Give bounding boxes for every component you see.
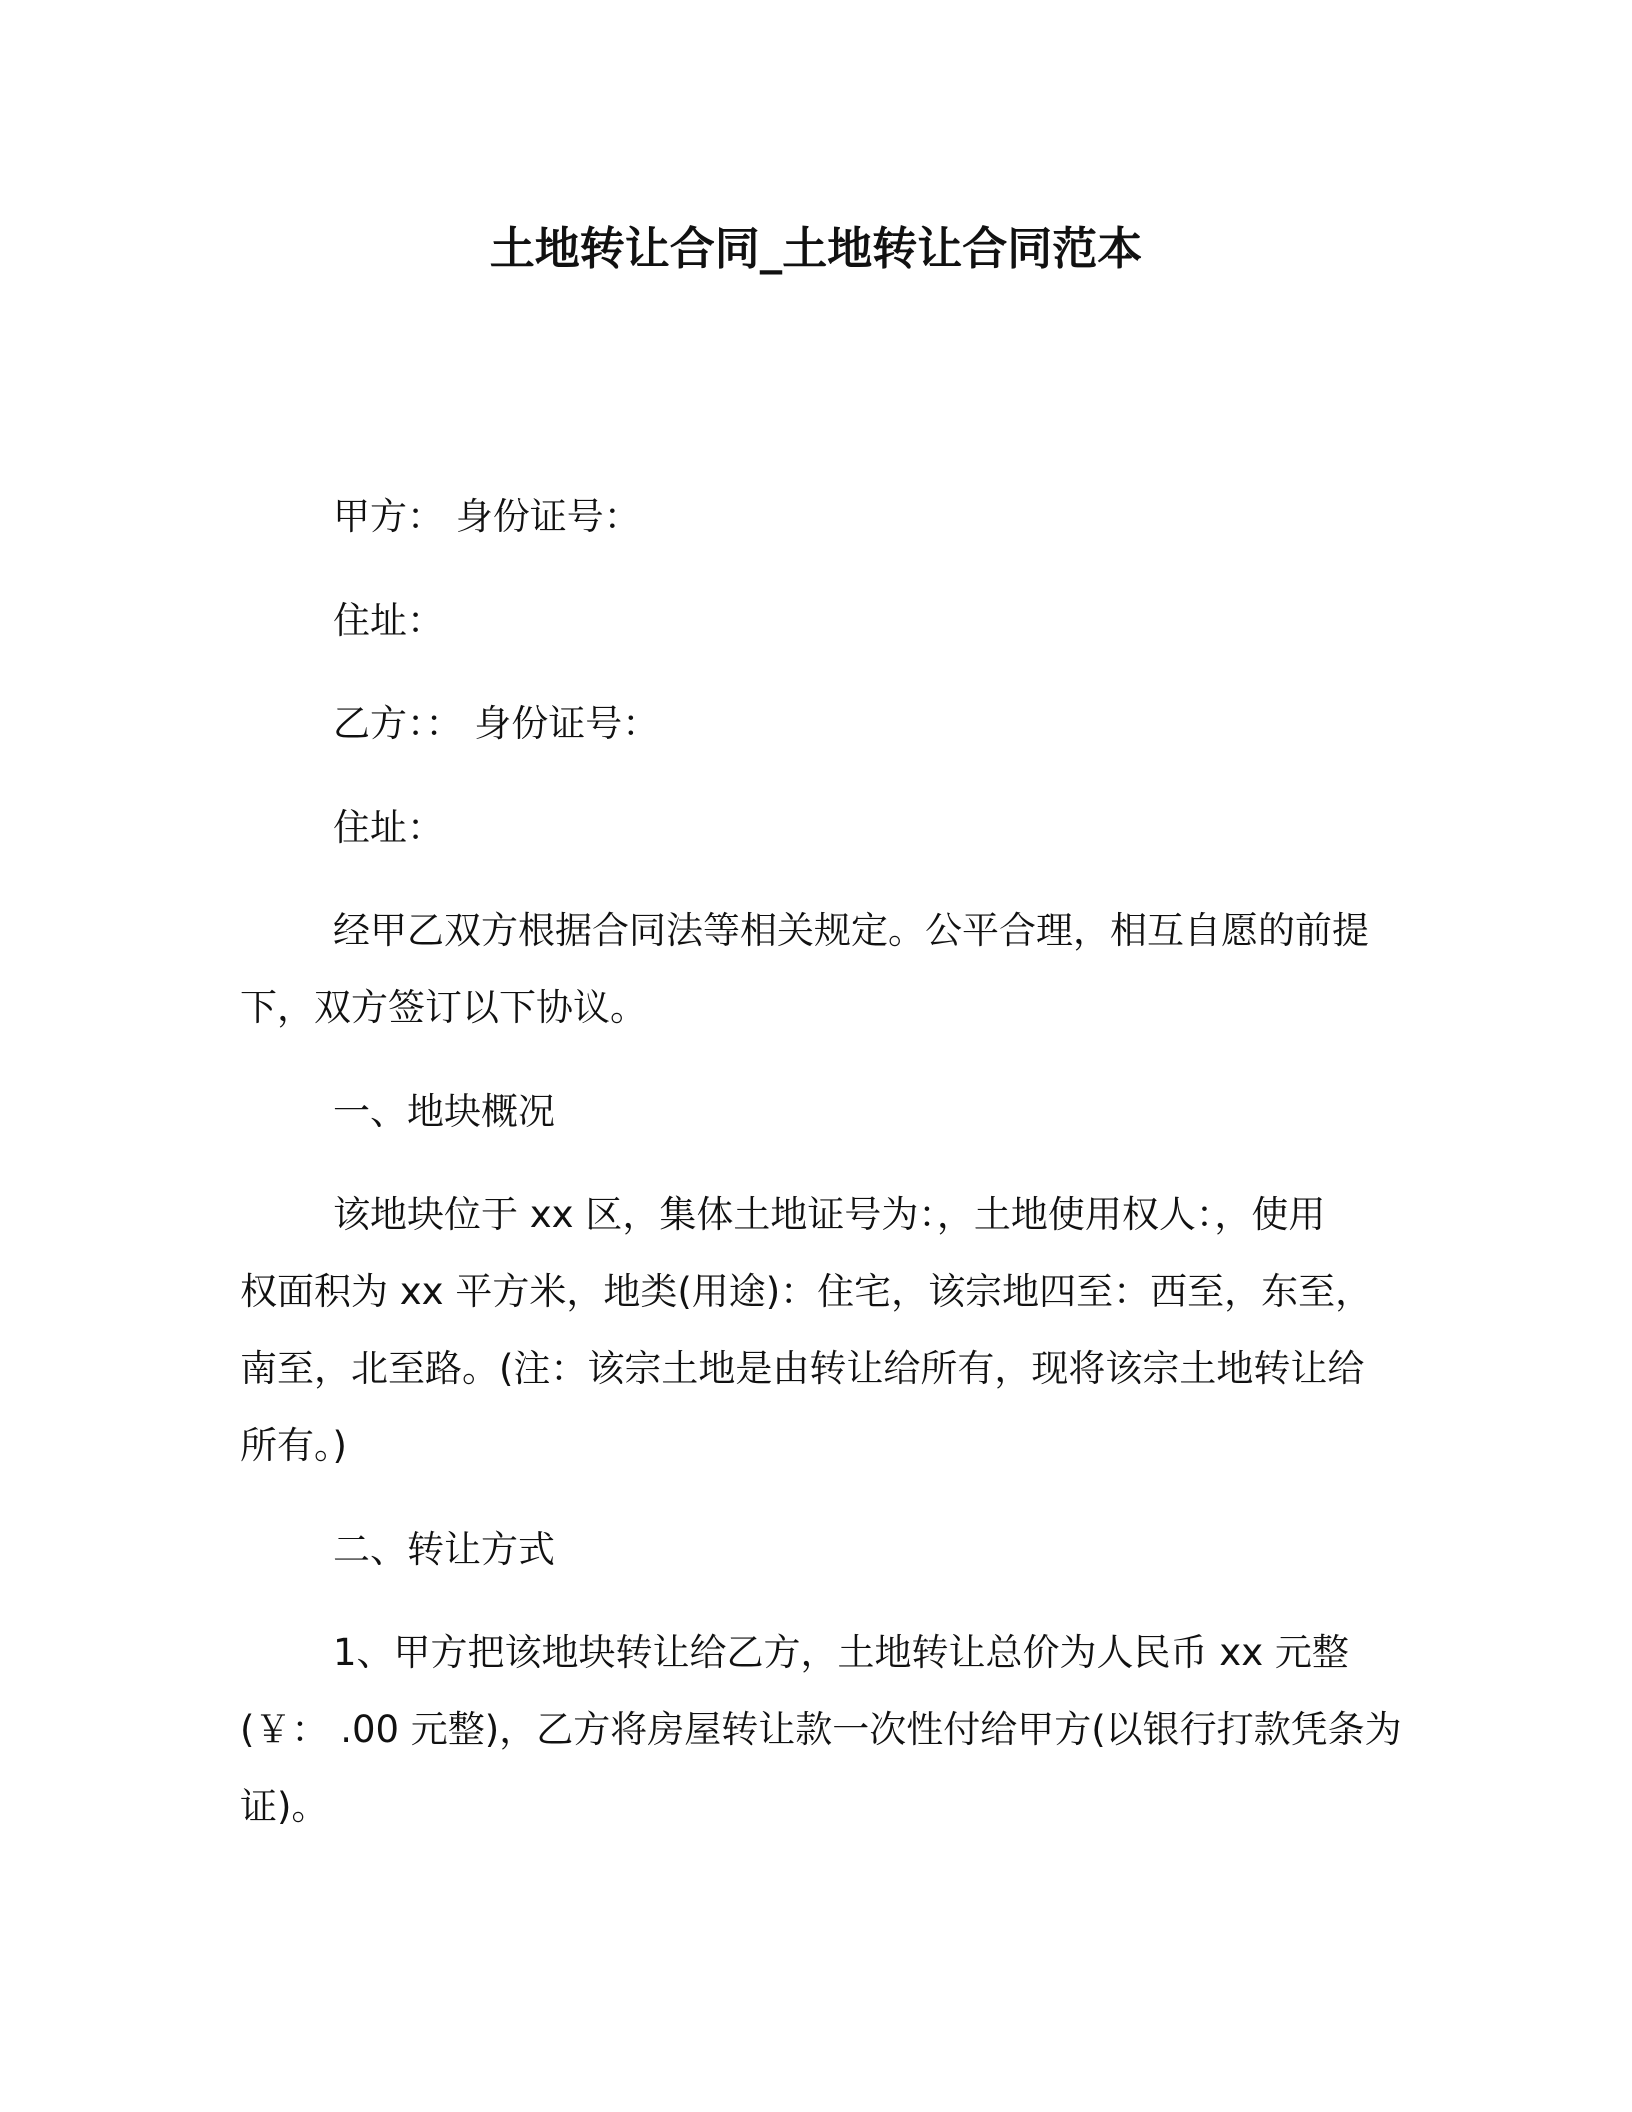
text-line: 住址： <box>333 598 444 642</box>
section-1-body <box>240 1176 1380 1484</box>
party-b-id-line <box>240 685 1380 762</box>
document-body <box>240 478 1402 1872</box>
preamble-paragraph <box>240 892 1380 1046</box>
text-line: 南至，北至路。(注：该宗土地是由转让给所有，现将该宗土地转让给 <box>240 1347 1365 1390</box>
party-a-id-line <box>240 478 1380 555</box>
text-line: 权面积为 xx 平方米，地类(用途)：住宅，该宗地四至：西至，东至， <box>240 1270 1373 1313</box>
text-line: (￥： .00 元整)，乙方将房屋转让款一次性付给甲方(以银行打款凭条为 <box>240 1708 1402 1751</box>
text-line: 该地块位于 xx 区，集体土地证号为：，土地使用权人：，使用 <box>333 1193 1326 1236</box>
text-line: 甲方： 身份证号： <box>333 495 641 538</box>
text-line: 乙方：： 身份证号： <box>333 702 660 745</box>
text-line: 下，双方签订以下协议。 <box>240 986 647 1029</box>
text-line: 经甲乙双方根据合同法等相关规定。公平合理，相互自愿的前提 <box>333 909 1369 952</box>
section-2-clause-1 <box>240 1614 1402 1845</box>
section-2-heading <box>240 1511 1380 1588</box>
text-line: 1、甲方把该地块转让给乙方，土地转让总价为人民币 xx 元整 <box>333 1631 1349 1674</box>
text-line: 所有。) <box>240 1424 347 1467</box>
section-1-heading <box>240 1073 1380 1150</box>
text-line: 证)。 <box>240 1785 329 1828</box>
text-line: 二、转让方式 <box>333 1527 555 1571</box>
document-title: 土地转让合同_土地转让合同范本 <box>489 222 1143 275</box>
text-line: 住址： <box>333 805 444 849</box>
text-line: 一、地块概况 <box>333 1089 555 1133</box>
party-b-address-line <box>240 789 1380 866</box>
party-a-address-line <box>240 582 1380 659</box>
